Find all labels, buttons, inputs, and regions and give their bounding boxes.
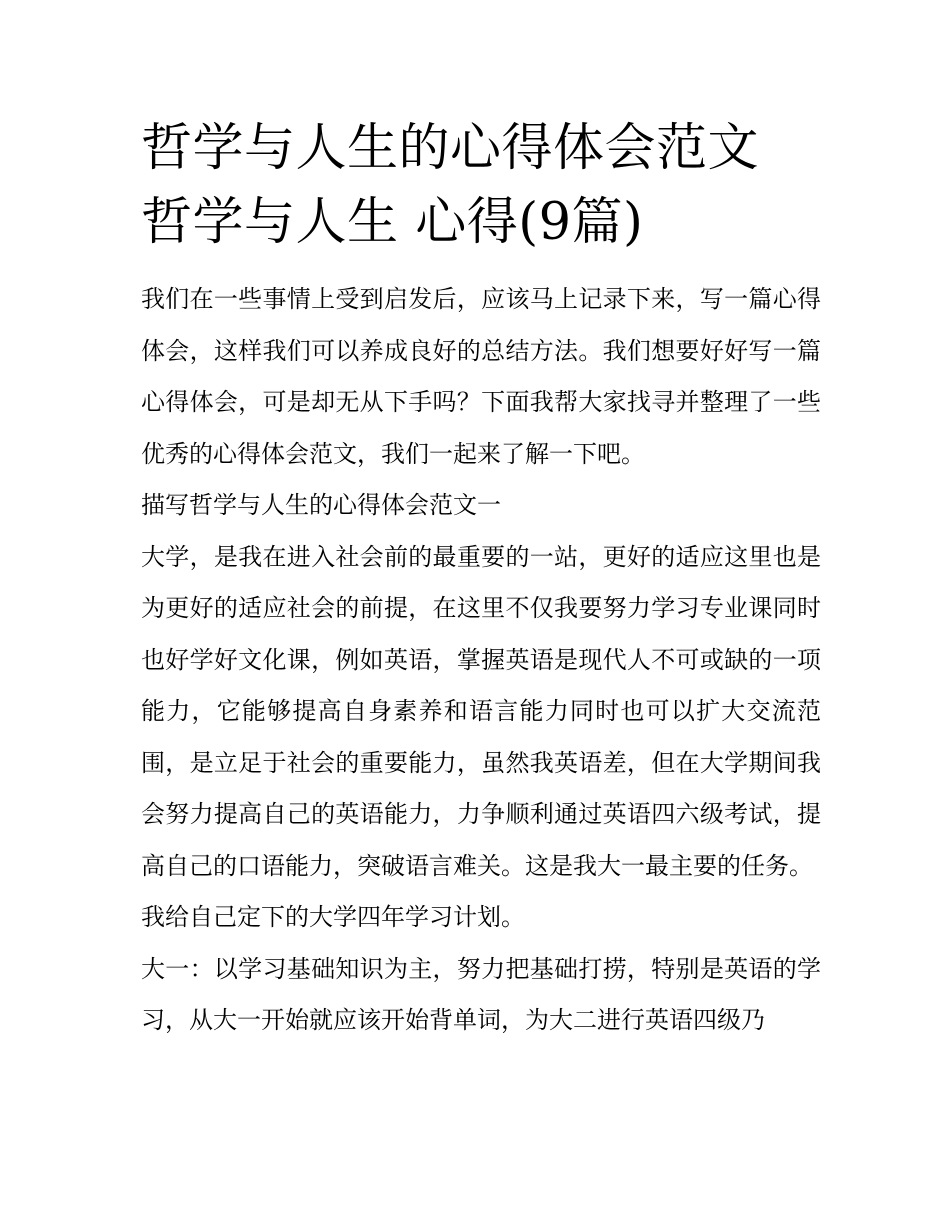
body-paragraph: 我给自己定下的大学四年学习计划。 [141,903,525,931]
document-title: 哲学与人生的心得体会范文 哲学与人生 心得(9篇) [141,119,760,252]
intro-paragraph: 我们在一些事情上受到启发后，应该马上记录下来，写一篇心得体会，这样我们可以养成良好的总结方法。我们想要好好写一篇心得体会，可是却无从下手吗？下面我帮大家找寻并整理了一些优秀的心得体会范文，我们一起来了解一下吧。 [141,285,821,468]
body-paragraph: 大学，是我在进入社会前的最重要的一站，更好的适应这里也是为更好的适应社会的前提，在这里不仅我要努力学习专业课同时也好学好文化课，例如英语，掌握英语是现代人不可或缺的一项能力，它能够提高自身素养和语言能力同时也可以扩大交流范围，是立足于社会的重要能力，虽然我英语差，但在大学期间我会努力提高自己的英语能力，力争顺利通过英语四六级考试，提高自己的口语能力，突破语言难关。这是我大一最主要的任务。 [141,542,821,880]
body-paragraph: 大一：以学习基础知识为主，努力把基础打捞，特别是英语的学习，从大一开始就应该开始背单词，为大二进行英语四级乃 [141,954,821,1034]
section-heading: 描写哲学与人生的心得体会范文一 [141,491,501,519]
document-body [141,274,821,1047]
document-content [141,112,821,1047]
